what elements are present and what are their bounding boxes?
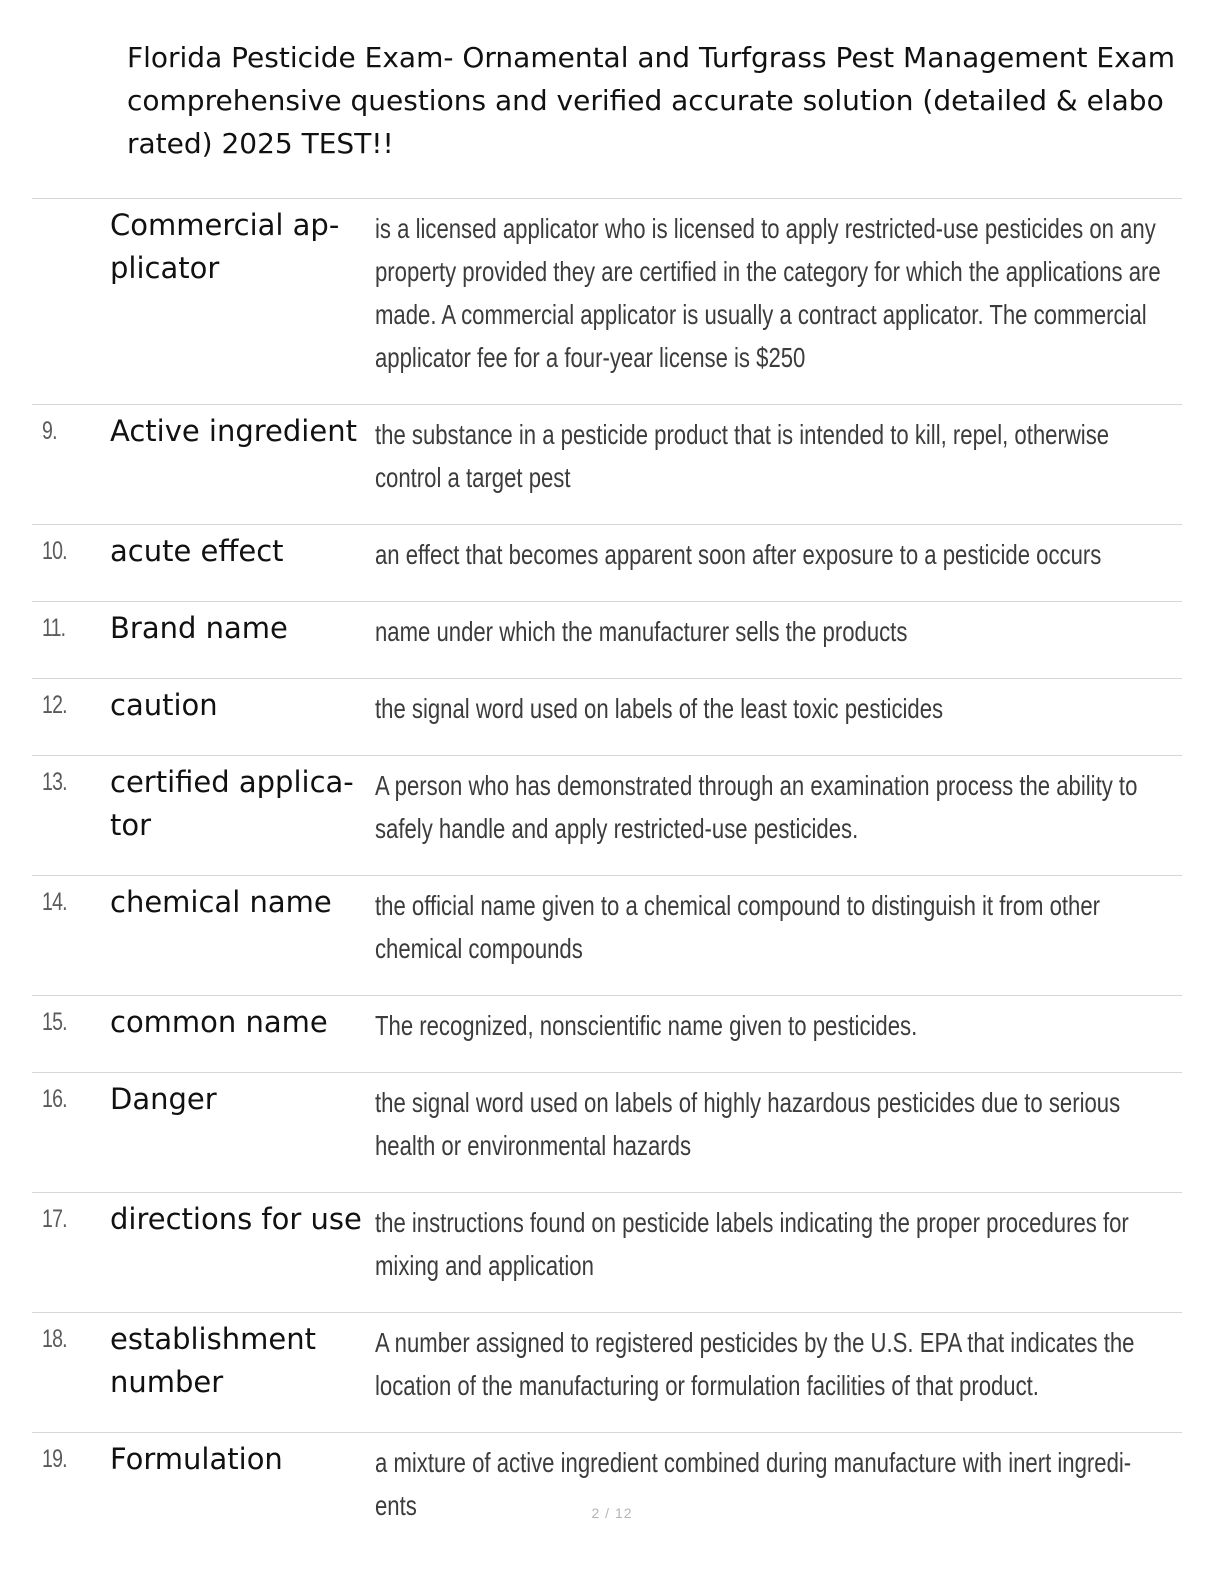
definition-line: made. A commercial applicator is usually a contract applicator. The commercial bbox=[375, 299, 1147, 330]
row-term bbox=[110, 761, 375, 847]
row-definition bbox=[375, 1081, 1173, 1167]
row-definition bbox=[375, 413, 1173, 499]
term-line: certified applica- bbox=[110, 765, 354, 799]
definition-line: health or environmental hazards bbox=[375, 1130, 692, 1161]
table-row bbox=[32, 1312, 1182, 1432]
table-row bbox=[32, 198, 1182, 404]
term-line: plicator bbox=[110, 251, 220, 285]
definition-line: control a target pest bbox=[375, 462, 571, 493]
row-number: 11. bbox=[42, 614, 66, 642]
row-term bbox=[110, 684, 375, 727]
page-number: 2 / 12 bbox=[591, 1505, 633, 1521]
definition-line: the signal word used on labels of the least toxic pesticides bbox=[375, 693, 944, 724]
row-number: 15. bbox=[42, 1008, 67, 1036]
table-row bbox=[32, 404, 1182, 524]
table-row bbox=[32, 875, 1182, 995]
row-term bbox=[110, 1078, 375, 1121]
title-line: Florida Pesticide Exam- Ornamental and Turfgrass Pest Management Exam bbox=[127, 41, 1176, 74]
definition-line: location of the manufacturing or formulation facilities of that product. bbox=[375, 1370, 1039, 1401]
term-line: Commercial ap- bbox=[110, 208, 340, 242]
table-row bbox=[32, 601, 1182, 678]
row-definition bbox=[375, 610, 1173, 653]
table-row bbox=[32, 995, 1182, 1072]
row-definition bbox=[375, 1321, 1173, 1407]
table-row bbox=[32, 1072, 1182, 1192]
row-term bbox=[110, 1198, 375, 1241]
definition-line: the substance in a pesticide product that is intended to kill, repel, otherwise bbox=[375, 419, 1110, 450]
definition-line: the official name given to a chemical compound to distinguish it from other bbox=[375, 890, 1101, 921]
row-term bbox=[110, 881, 375, 924]
row-term bbox=[110, 1438, 375, 1481]
term-line: Brand name bbox=[110, 611, 288, 645]
definition-line: A number assigned to registered pesticides by the U.S. EPA that indicates the bbox=[375, 1327, 1135, 1358]
term-line: number bbox=[110, 1365, 224, 1399]
row-definition bbox=[375, 207, 1173, 379]
term-line: establishment bbox=[110, 1322, 316, 1356]
row-number: 18. bbox=[42, 1325, 67, 1353]
row-number: 10. bbox=[42, 537, 67, 565]
term-line: Active ingredient bbox=[110, 414, 357, 448]
term-line: caution bbox=[110, 688, 218, 722]
table-row bbox=[32, 1192, 1182, 1312]
row-number: 12. bbox=[42, 691, 67, 719]
definition-line: name under which the manufacturer sells the products bbox=[375, 616, 908, 647]
term-line: tor bbox=[110, 808, 152, 842]
row-term bbox=[110, 204, 375, 290]
row-definition bbox=[375, 884, 1173, 970]
row-number: 16. bbox=[42, 1085, 67, 1113]
row-term bbox=[110, 530, 375, 573]
title-line: rated) 2025 TEST!! bbox=[127, 127, 394, 160]
definition-line: an effect that becomes apparent soon after exposure to a pesticide occurs bbox=[375, 539, 1102, 570]
row-definition bbox=[375, 1201, 1173, 1287]
term-line: directions for use bbox=[110, 1202, 362, 1236]
definition-line: The recognized, nonscientific name given to pesticides. bbox=[375, 1010, 918, 1041]
row-definition bbox=[375, 533, 1173, 576]
definition-line: ents bbox=[375, 1490, 417, 1521]
row-number: 19. bbox=[42, 1445, 67, 1473]
term-line: common name bbox=[110, 1005, 328, 1039]
row-term bbox=[110, 607, 375, 650]
row-definition bbox=[375, 1004, 1173, 1047]
definition-line: chemical compounds bbox=[375, 933, 583, 964]
row-term bbox=[110, 1318, 375, 1404]
title-line: comprehensive questions and verified accurate solution (detailed & elabo bbox=[127, 84, 1164, 117]
term-line: Formulation bbox=[110, 1442, 283, 1476]
table-row bbox=[32, 755, 1182, 875]
definition-line: the instructions found on pesticide labels indicating the proper procedures for bbox=[375, 1207, 1129, 1238]
row-term bbox=[110, 1001, 375, 1044]
term-line: chemical name bbox=[110, 885, 332, 919]
table-row bbox=[32, 1432, 1182, 1552]
row-number: 17. bbox=[42, 1205, 67, 1233]
definition-line: mixing and application bbox=[375, 1250, 594, 1281]
row-definition bbox=[375, 687, 1173, 730]
definition-line: A person who has demonstrated through an examination process the ability to bbox=[375, 770, 1138, 801]
row-number: 14. bbox=[42, 888, 67, 916]
definition-line: is a licensed applicator who is licensed to apply restricted-use pesticides on any bbox=[375, 213, 1156, 244]
definition-line: applicator fee for a four-year license is $250 bbox=[375, 342, 806, 373]
definition-line: safely handle and apply restricted-use pesticides. bbox=[375, 813, 859, 844]
glossary-table bbox=[32, 198, 1182, 1552]
term-line: Danger bbox=[110, 1082, 217, 1116]
definition-line: the signal word used on labels of highly hazardous pesticides due to serious bbox=[375, 1087, 1121, 1118]
row-definition bbox=[375, 764, 1173, 850]
table-row bbox=[32, 524, 1182, 601]
row-term bbox=[110, 410, 375, 453]
document-title bbox=[127, 36, 1224, 165]
table-row bbox=[32, 678, 1182, 755]
row-number: 13. bbox=[42, 768, 67, 796]
term-line: acute effect bbox=[110, 534, 284, 568]
definition-line: a mixture of active ingredient combined during manufacture with inert ingredi- bbox=[375, 1447, 1132, 1478]
row-number: 9. bbox=[42, 417, 57, 445]
definition-line: property provided they are certified in the category for which the applications are bbox=[375, 256, 1161, 287]
